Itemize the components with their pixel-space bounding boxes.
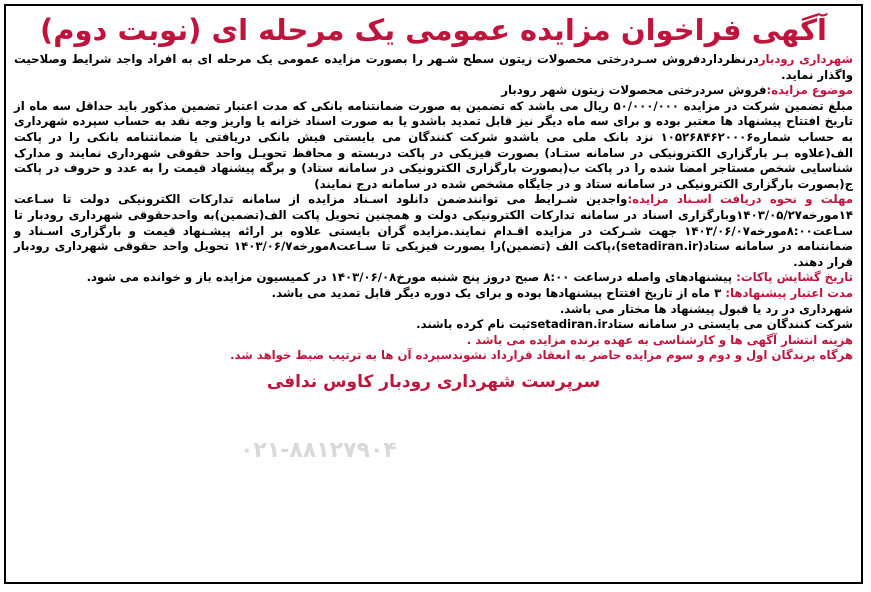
validity-paragraph <box>14 286 853 302</box>
deadline-paragraph <box>14 192 853 270</box>
signature: سرپرست شهرداری رودبار کاوس ندافی <box>266 371 601 392</box>
intro-paragraph <box>14 52 853 83</box>
deadline-label: مهلت و نحوه دریافت اسـناد مزایده: <box>627 192 853 207</box>
opening-label: تاریخ گشایش پاکات: <box>736 270 853 285</box>
validity-label: مدت اعتبار پیشنهادها: <box>725 285 853 300</box>
validity-text: ۳ ماه از تاریخ افتتاح پیشنهادها بوده و برای یک دوره دیگر قابل تمدید می باشد. <box>271 285 726 300</box>
forfeit-notice: هرگاه برندگان اول و دوم و سوم مزایده حاضر به انعقاد قرارداد نشوندسپرده آن ها به ترتیب ضبط خواهد شد. <box>230 348 853 363</box>
opening-text: پیشنهادهای واصله درساعت ۸:۰۰ صبح دروز پنج شنبه مورخ۱۴۰۳/۰۶/۰۸ در کمیسیون مزایده باز و خوانده می شود. <box>86 270 737 285</box>
notice-frame <box>4 4 863 584</box>
registration-paragraph: شرکت کنندگان می بایستی در سامانه ستادsetadiran.irثبت نام کرده باشند. <box>416 317 853 332</box>
intro-label: شهرداری رودبار <box>758 52 853 66</box>
subject-label: موضوع مزایده: <box>766 83 853 98</box>
cost-notice: هزینه انتشار آگهی ها و کارشناسی به عهده برنده مزایده می باشد . <box>466 332 853 347</box>
subject-text: فروش سردرختی محصولات زیتون شهر رودبار <box>501 83 767 98</box>
opening-paragraph <box>14 270 853 286</box>
rights-paragraph: شهرداری در رد یا قبول پیشنهاد ها مختار می باشد. <box>559 301 853 316</box>
guarantee-paragraph: مبلغ تضمین شرکت در مزایده ۵۰/۰۰۰/۰۰۰ ریال می باشد که تضمین به صورت ضمانتنامه بانکی که مدت اعتبار تضمین مذکور باید حداقل سه ماه از تاریخ افتتاح پیشنهاد ها معتبر بوده و برای سه ماه دیگر نیز قابل تمدید باشدو یا به صورت اسناد خزانه یا واریز وجه نقد به حساب سپرده شهرداری به حساب شماره۱۰۵۲۶۸۴۶۲۰۰۰۶ نزد بانک ملی می باشدو شرکت کنندگان می بایستی فیش بانکی دریافتی یا ضمانتنامه بانکی را در پاکت الف(علاوه بـر بارگزاری الکترونیکی در سامانه ستـاد) بصورت فیزیکی در پاکت دربسته و محافظ تحویـل واحد حقوقی شهرداری نمایند و مدارک شناسایی شخص مستاجر امضا شده را در پاکت ب(بصورت بارگزاری الکترونیکی در سامانه ستاد) و برگه پیشنهاد قیمت را به عدد و حروف در پاکت ج(بصورت بارگزاری الکترونیکی در سامانه ستاد و در جایگاه مشخص شده در سامانه درج نمایند) <box>14 98 853 191</box>
phone-watermark: ۰۲۱-۸۸۱۲۷۹۰۴ <box>240 438 397 463</box>
notice-body <box>14 52 853 364</box>
intro-text: درنظرداردفروش سـردرختی محصولات زیتون سطح شـهر را بصورت مزایده عمومی یک مرحله ای به افراد واجد شرایط وصلاحیت واگذار نماید. <box>14 52 853 82</box>
notice-title: آگهی فراخوان مزایده عمومی یک مرحله ای (نوبت دوم) <box>40 13 827 47</box>
subject-paragraph <box>14 83 853 99</box>
deadline-text: واجدین شـرایط می توانندضمن دانلود اسـناد مزایده از سامانه تدارکات الکترونیکی دولت تا سـاعت ۱۴مورخه۱۴۰۳/۰۵/۲۷وبارگزاری اسناد در سامانه تدارکات الکترونیکی دولت و همچنین تحویل پاکت الف(تضمین)به واحدحقوقی شهرداری رودبار تا سـاعت۸:۰۰مورخه۱۴۰۳/۰۶/۰۷ جهت شـرکت در مزایده اقـدام نمایند.مزایده گران بایستی علاوه بر ارائه پیشـنهاد قیمت و بارگزاری اسـناد و ضمانتنامه در سامانه ستاد(setadiran.ir)،پاکت الف (تضمین)را بصورت فیزیکی تا سـاعت۸مورخه۱۴۰۳/۰۶/۷ تحویل واحد حقوقی شهرداری رودبار قرار دهند. <box>14 192 854 269</box>
